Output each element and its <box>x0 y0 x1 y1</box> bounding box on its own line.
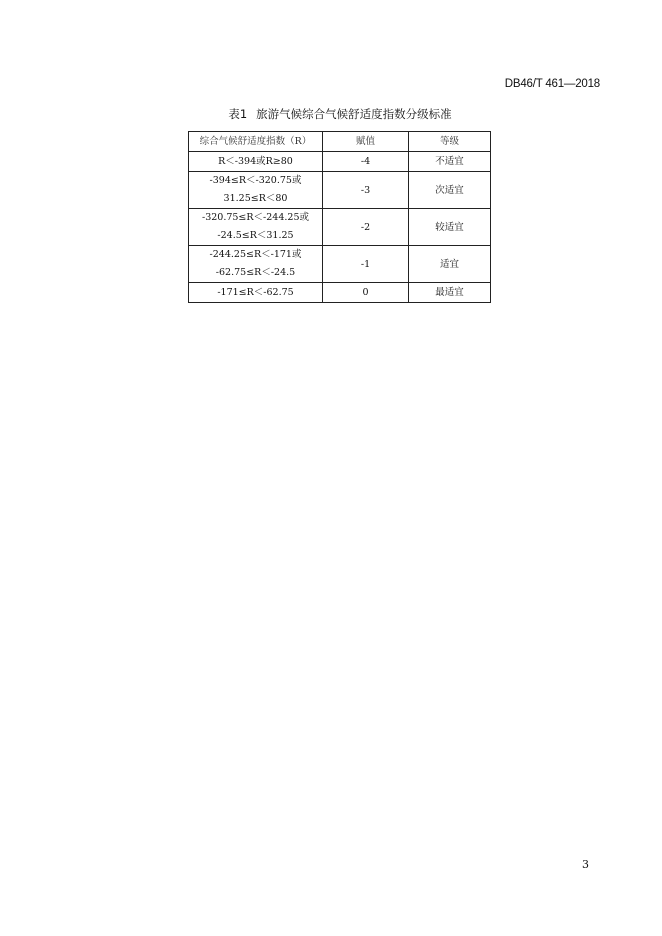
range-cell <box>189 172 323 209</box>
table-row <box>189 283 491 303</box>
value-cell: -3 <box>323 172 409 209</box>
value-cell: -2 <box>323 209 409 246</box>
grade-cell: 较适宜 <box>409 209 491 246</box>
range-cell <box>189 246 323 283</box>
table-row <box>189 246 491 283</box>
table-header-row <box>189 132 491 152</box>
table-row <box>189 172 491 209</box>
range-cell <box>189 209 323 246</box>
range-cell <box>189 152 323 172</box>
value-cell: 0 <box>323 283 409 303</box>
document-code: DB46/T 461—2018 <box>504 78 600 90</box>
value-cell: -4 <box>323 152 409 172</box>
table-row <box>189 152 491 172</box>
grade-cell: 适宜 <box>409 246 491 283</box>
grade-cell: 最适宜 <box>409 283 491 303</box>
header-grade: 等级 <box>409 132 491 152</box>
value-cell: -1 <box>323 246 409 283</box>
header-range: 综合气候舒适度指数（R） <box>189 132 323 152</box>
grade-cell: 次适宜 <box>409 172 491 209</box>
comfort-index-table <box>188 131 491 303</box>
range-line: -244.25≤R＜-171或 <box>209 249 302 260</box>
table-caption-title: 旅游气候综合气候舒适度指数分级标准 <box>256 107 452 121</box>
range-line: -394≤R＜-320.75或 <box>209 175 302 186</box>
table-caption-number: 表1 <box>228 107 248 121</box>
range-cell <box>189 283 323 303</box>
range-line: -62.75≤R＜-24.5 <box>215 267 296 278</box>
range-line: -171≤R＜-62.75 <box>217 286 294 298</box>
page-number: 3 <box>582 858 589 871</box>
grade-cell: 不适宜 <box>409 152 491 172</box>
range-line: -24.5≤R＜31.25 <box>217 230 294 241</box>
header-value: 赋值 <box>323 132 409 152</box>
range-line: 31.25≤R＜80 <box>223 193 288 204</box>
table-caption <box>0 106 662 122</box>
range-line: R＜-394或R≥80 <box>218 155 293 167</box>
range-line: -320.75≤R＜-244.25或 <box>201 212 309 223</box>
table-row <box>189 209 491 246</box>
